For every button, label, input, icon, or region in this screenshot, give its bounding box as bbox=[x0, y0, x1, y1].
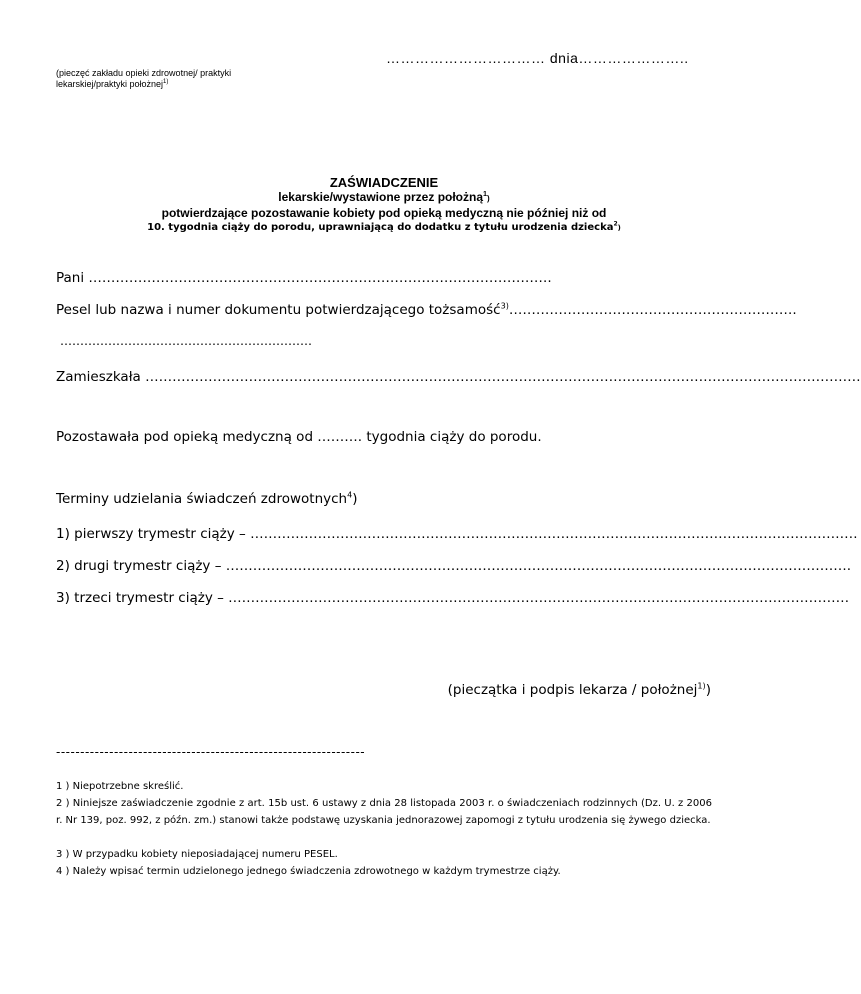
field-trymestr-3[interactable] bbox=[56, 590, 849, 606]
opieka-text: Pozostawała pod opieką medyczną od ………. tygodnia ciąży do porodu. bbox=[56, 429, 542, 445]
footnote-3: 3 ) W przypadku kobiety nieposiadającej numeru PESEL. bbox=[56, 849, 338, 860]
pesel-footnote-ref: 3) bbox=[500, 300, 509, 311]
footnote-separator: ---------------------------------------------------------------- bbox=[56, 745, 366, 759]
signature-footnote-ref: 1) bbox=[697, 680, 706, 691]
field-opieka[interactable] bbox=[56, 429, 542, 445]
terminy-label: Terminy udzielania świadczeń zdrowotnych bbox=[56, 491, 348, 507]
terminy-heading bbox=[56, 491, 358, 507]
document-purpose-continued bbox=[0, 221, 768, 235]
purpose-ref: 2 bbox=[613, 220, 618, 228]
field-pesel-continuation[interactable] bbox=[60, 334, 312, 348]
trymestr-3-text: 3) trzeci trymestr ciąży – ………………………………………………………………………………………………………………………… bbox=[56, 590, 850, 606]
document-title-block bbox=[0, 175, 768, 235]
trymestr-1-text: 1) pierwszy trymestr ciąży – ……………………………………………………………………………………………………………………… bbox=[56, 526, 858, 542]
footnote-1: 1 ) Niepotrzebne skreślić. bbox=[56, 781, 184, 792]
purpose-text: 10. tygodnia ciąży do porodu, uprawniającą do dodatku z tytułu urodzenia dziecka bbox=[147, 222, 614, 233]
terminy-footnote-ref: 4 bbox=[347, 489, 353, 500]
document-purpose: potwierdzające pozostawanie kobiety pod opieką medyczną nie później niż od bbox=[161, 206, 607, 220]
signature-text: (pieczątka i podpis lekarza / położnej bbox=[447, 682, 698, 698]
document-subtitle bbox=[0, 190, 768, 206]
document-title: ZAŚWIADCZENIE bbox=[329, 175, 439, 190]
purpose-ref-close: ) bbox=[617, 224, 621, 232]
signature-label bbox=[448, 682, 711, 698]
field-trymestr-2[interactable] bbox=[56, 558, 851, 574]
field-trymestr-1[interactable] bbox=[56, 526, 858, 542]
pesel-label: Pesel lub nazwa i numer dokumentu potwierdzającego tożsamość bbox=[56, 302, 501, 318]
pesel-continuation-text: ……………………………………………………… bbox=[60, 334, 312, 348]
stamp-footnote-ref: 1) bbox=[163, 79, 169, 85]
field-zamieszkala[interactable] bbox=[56, 369, 861, 385]
terminy-close: ) bbox=[352, 491, 358, 507]
footnote-2: 2 ) Niniejsze zaświadczenie zgodnie z art. 15b ust. 6 ustawy z dnia 28 listopada 2003 r. o świadczeniach rodzinnych (Dz. U. z 2006 r. Nr 139, poz. 992, z późn. zm.) stanowi także podstawę uzyskania jednorazowej zapomogi z tytułu urodzenia się żywego dziecka. bbox=[56, 798, 712, 826]
field-pani-text: Pani …………………………………………………………………………………………. bbox=[56, 270, 552, 286]
stamp-placeholder-label bbox=[56, 68, 256, 90]
trymestr-2-text: 2) drugi trymestr ciąży – …………………………………………………………………………………………………………………………. bbox=[56, 558, 852, 574]
footnote-4: 4 ) Należy wpisać termin udzielonego jednego świadczenia zdrowotnego w każdym trymestrze ciąży. bbox=[56, 866, 561, 877]
signature-close: ) bbox=[705, 682, 711, 698]
field-pani[interactable] bbox=[56, 270, 552, 286]
stamp-label-text: (pieczęć zakładu opieki zdrowotnej/ praktyki lekarskiej/praktyki położnej bbox=[56, 68, 232, 89]
field-pesel[interactable] bbox=[56, 302, 797, 318]
date-line[interactable] bbox=[386, 50, 689, 66]
subtitle-text: lekarskie/wystawione przez położną bbox=[278, 190, 484, 204]
pesel-dots: ………………………………………………………. bbox=[508, 302, 797, 318]
date-line-text: …………………………… dnia………………….. bbox=[386, 50, 689, 66]
zamieszkala-text: Zamieszkała …………………………………………………………………………………………………………………………………………… bbox=[56, 369, 861, 385]
subtitle-ref-close: ) bbox=[487, 194, 490, 203]
subtitle-ref: 1 bbox=[483, 189, 488, 198]
